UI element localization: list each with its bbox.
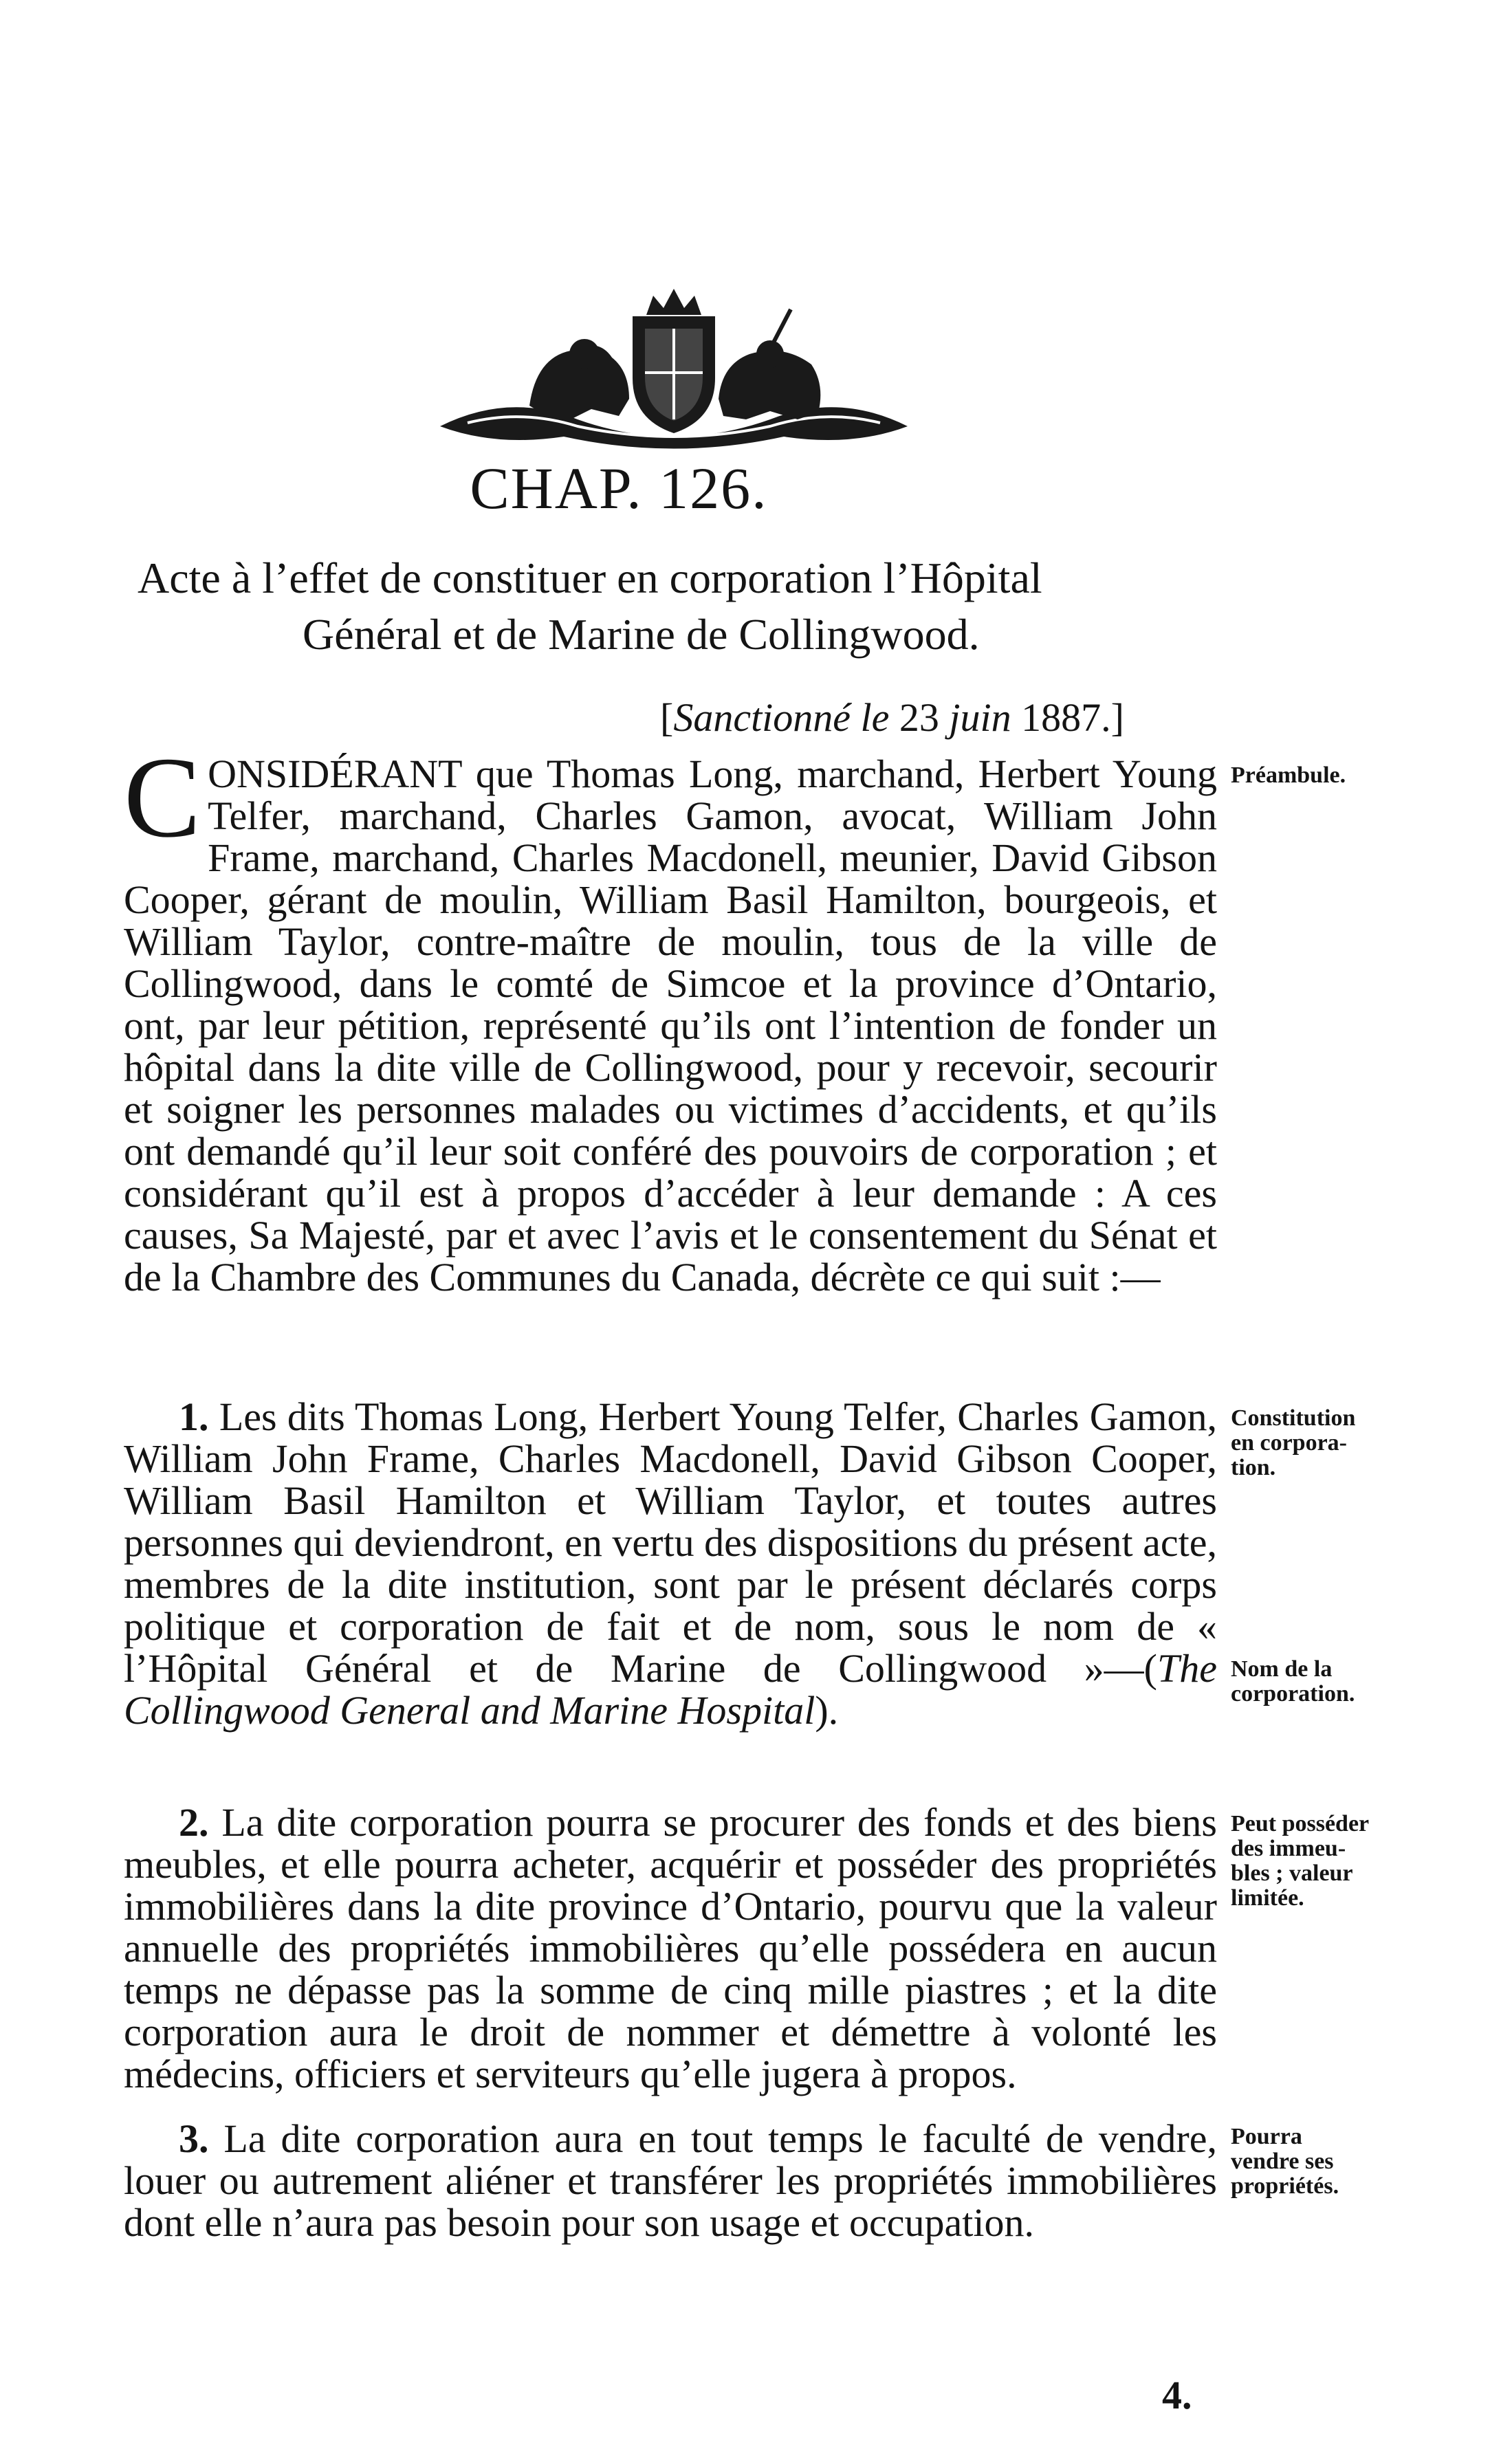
sanction-label: Sanctionné le: [673, 695, 890, 740]
sanction-open-bracket: [: [660, 695, 674, 740]
catchword: 4.: [1162, 2373, 1192, 2417]
royal-crest-emblem: [426, 289, 921, 461]
margin-note-pourra-vendre: [1231, 2125, 1492, 2199]
margin-note-line: bles ; valeur: [1231, 1861, 1353, 1886]
sanction-year: 1887.]: [1011, 695, 1124, 740]
sanction-day: 23: [889, 695, 950, 740]
margin-note-line: vendre ses: [1231, 2149, 1334, 2174]
sanction-month: juin: [949, 695, 1011, 740]
margin-note-line: Peut posséder: [1231, 1811, 1370, 1836]
section-3-number: 3.: [179, 2116, 209, 2161]
margin-note-nom: [1231, 1657, 1492, 1707]
preamble-paragraph: [124, 734, 1217, 1299]
margin-note-line: Nom de la: [1231, 1656, 1333, 1682]
margin-note-line: limitée.: [1231, 1885, 1304, 1911]
section-2-number: 2.: [179, 1800, 209, 1845]
section-3-text: La dite corporation aura en tout temps le faculté de vendre, louer ou autrement aliéner et transférer les propriétés immobilières dont elle n’aura pas besoin pour son usage et occupation.: [124, 2116, 1217, 2245]
margin-note-peut-posseder: [1231, 1812, 1492, 1911]
section-1-text: Les dits Thomas Long, Herbert Young Telfer, Charles Gamon, William John Frame, Charles Macdonell, David Gibson Cooper, William Basil Hamilton et William Taylor, et toutes autres personnes qui deviendront, en vertu des dispositions du présent acte, membres de la dite institution, sont par le présent déclarés corps politique et corporation de fait et de nom, sous le nom de « l’Hôpital Général et de Marine de Collingwood »—(: [124, 1394, 1217, 1691]
drop-cap: C: [124, 734, 201, 862]
act-title-line-2: Général et de Marine de Collingwood.: [303, 610, 980, 659]
section-1-end: ).: [815, 1688, 839, 1733]
act-title: [138, 550, 1238, 663]
chapter-heading: CHAP. 126.: [470, 455, 768, 521]
sanction-date: [660, 694, 1124, 740]
margin-note-line: tion.: [1231, 1455, 1276, 1480]
section-2: [124, 1801, 1217, 2095]
section-1-english-name: The Collingwood General and Marine Hospital: [124, 1646, 1217, 1733]
margin-note-preambule: [1231, 763, 1492, 788]
section-2-text: La dite corporation pourra se procurer des fonds et des biens meubles, et elle pourra acheter, acquérir et posséder des propriétés immobilières dans la dite province d’Ontario, pourvu que la valeur annuelle des propriétés immobilières qu’elle possédera en aucun temps ne dépasse pas la somme de cinq mille piastres ; et la dite corporation aura le droit de nommer et démettre à volonté les médecins, officiers et serviteurs qu’elle jugera à propos.: [124, 1800, 1217, 2096]
margin-note-line: propriétés.: [1231, 2173, 1339, 2199]
margin-note-line: Pourra: [1231, 2124, 1302, 2149]
margin-note-line: en corpora-: [1231, 1430, 1348, 1456]
margin-note-line: corporation.: [1231, 1681, 1355, 1707]
margin-note-line: Constitution: [1231, 1405, 1356, 1431]
margin-note-constitution: [1231, 1406, 1492, 1480]
preamble-text: ONSIDÉRANT que Thomas Long, marchand, Herbert Young Telfer, marchand, Charles Gamon, avocat, William John Frame, marchand, Charles Macdonell, meunier, David Gibson Cooper, gérant de moulin, William Basil Hamilton, bourgeois, et William Taylor, contre-maître de moulin, tous de la ville de Collingwood, dans le comté de Simcoe et la province d’Ontario, ont, par leur pétition, représenté qu’ils ont l’intention de fonder un hôpital dans la dite ville de Collingwood, pour y recevoir, secourir et soigner les personnes malades ou victimes d’accidents, et qu’ils ont demandé qu’il leur soit conféré des pouvoirs de corporation ; et considérant qu’il est à propos d’accéder à leur demande : A ces causes, Sa Majesté, par et avec l’avis et le consentement du Sénat et de la Chambre des Communes du Canada, décrète ce qui suit :—: [124, 751, 1217, 1299]
section-1: [124, 1396, 1217, 1731]
section-1-number: 1.: [179, 1394, 209, 1439]
act-title-line-1: Acte à l’effet de constituer en corporation l’Hôpital: [138, 553, 1042, 602]
margin-note-line: Préambule.: [1231, 762, 1346, 788]
section-3: [124, 2118, 1217, 2243]
margin-note-line: des immeu-: [1231, 1836, 1346, 1861]
